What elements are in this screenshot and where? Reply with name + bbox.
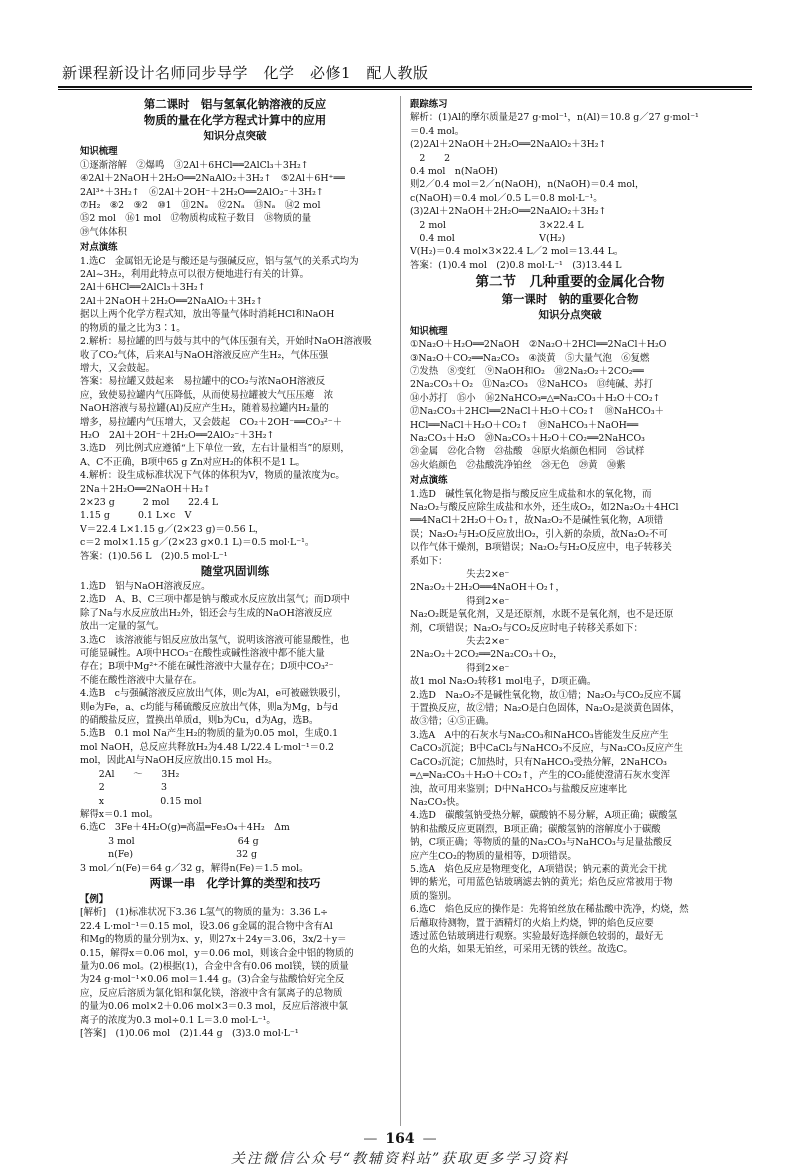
text-line: 钠，C项正确；等物质的量的Na₂CO₃与NaHCO₃与足量盐酸反 — [410, 837, 673, 849]
text-line: 3 mol／n(Fe)＝64 g／32 g，解得n(Fe)＝1.5 mol。 — [80, 862, 309, 874]
text-line: 4.选D 碳酸氢钠受热分解，碳酸钠不易分解，A项正确；碳酸氢 — [410, 810, 677, 822]
right-column — [410, 96, 730, 1126]
section-title: 第二课时 铝与氢氧化钠溶液的反应 — [143, 97, 327, 111]
text-line: ③Na₂O＋CO₂══Na₂CO₃ ④淡黄 ⑤大量气泡 ⑥复燃 — [410, 352, 650, 364]
block-label: 【例】 — [80, 893, 109, 905]
text-line: ⑲气体体积 — [80, 226, 127, 238]
text-line: c＝2 mol×1.15 g／(2×23 g×0.1 L)＝0.5 mol·L⁻¹。 — [80, 537, 315, 549]
text-line: (2)2Al＋2NaOH＋2H₂O══2NaAlO₂＋3H₂↑ — [410, 139, 607, 151]
subsection-title: 知识分点突破 — [203, 130, 267, 142]
block-label: 对点演练 — [410, 475, 448, 487]
text-line: 应，反应后溶质为氯化铝和氯化镁，溶液中含有氯离子的总物质 — [80, 987, 343, 999]
text-line: 收了CO₂气体，后来Al与NaOH溶液反应产生H₂，气体压强 — [80, 349, 329, 361]
chapter-title: 第二节 几种重要的金属化合物 — [475, 274, 665, 291]
text-line: 故③错；④⑤正确。 — [410, 716, 495, 728]
text-line: 5.选A 焰色反应是物理变化，A项错误；钠元素的黄光会干扰 — [410, 863, 667, 875]
text-line: HCl══NaCl＋H₂O＋CO₂↑ ⑲NaHCO₃＋NaOH══ — [410, 419, 639, 431]
text-line: 色的火焰，如果无铂丝，可采用无锈的铁丝。故选C。 — [410, 944, 633, 956]
text-line: 剂，C项错误；Na₂O₂与CO₂反应时电子转移关系如下： — [410, 622, 643, 634]
text-line: 钠和盐酸反应更剧烈，B项正确；碳酸氢钠的溶解度小于碳酸 — [410, 823, 661, 835]
text-line: 故1 mol Na₂O₂转移1 mol电子，D项正确。 — [410, 676, 597, 688]
text-line: 3 mol 64 g — [80, 835, 259, 847]
section-title: 物质的量在化学方程式计算中的应用 — [143, 113, 327, 127]
text-line: A、C不正确，B项中65 g Zn对应H₂的体积不是1 L。 — [80, 456, 306, 468]
text-line: 4.选B c与强碱溶液反应放出气体，则c为Al，e可被磁铁吸引， — [80, 688, 347, 700]
text-line: Na₂O₂既是氧化剂，又是还原剂，水既不是氧化剂，也不是还原 — [410, 609, 674, 621]
text-line: Na₂CO₃快。 — [410, 796, 465, 808]
text-line: 0.15，解得x＝0.06 mol，y＝0.06 mol，则该合金中铝的物质的 — [80, 947, 354, 959]
text-line: 1.选D 碱性氧化物是指与酸反应生成盐和水的氧化物，而 — [410, 488, 652, 500]
text-line: (3)2Al＋2NaOH＋2H₂O══2NaAlO₂＋3H₂↑ — [410, 206, 607, 218]
text-line: 2Al³⁺＋3H₂↑ ⑥2Al＋2OH⁻＋2H₂O══2AlO₂⁻＋3H₂↑ — [80, 186, 324, 198]
text-line: ⑦H₂ ⑧2 ⑨2 ⑩1 ⑪2Nₐ ⑫2Nₐ ⑬Nₐ ⑭2 mol — [80, 200, 321, 212]
text-line: 不能在酸性溶液中大量存在。 — [80, 674, 202, 686]
text-line: 2.解析：易拉罐的凹与鼓与其中的气体压强有关，开始时NaOH溶液吸 — [80, 336, 372, 348]
text-line: 22.4 L·mol⁻¹＝0.15 mol，设3.06 g金属的混合物中含有Al — [80, 920, 333, 932]
block-label: 对点演练 — [80, 242, 118, 254]
text-line: 则e为Fe，a、c均能与稀硫酸反应放出气体，则a为Mg，b与d — [80, 701, 338, 713]
text-line: 离子的浓度为0.3 mol÷0.1 L＝3.0 mol·L⁻¹。 — [80, 1014, 276, 1026]
text-line: ④2Al＋2NaOH＋2H₂O══2NaAlO₂＋3H₂↑ ⑤2Al＋6H⁺══ — [80, 173, 345, 185]
section-title: 随堂巩固训练 — [200, 564, 270, 578]
header-rule — [58, 86, 752, 88]
text-line: 可能显碱性。A项中HCO₃⁻在酸性或碱性溶液中都不能大量 — [80, 648, 325, 660]
text-line: ＝0.4 mol。 — [410, 125, 465, 137]
text-line: 失去2×e⁻ — [410, 636, 510, 648]
text-line: 2.选D Na₂O₂不是碱性氧化物，故①错；Na₂O₂与CO₂反应不属 — [410, 689, 682, 701]
text-line: 答案：(1)0.56 L (2)0.5 mol·L⁻¹ — [80, 550, 228, 562]
footer-note: 关注微信公众号“教辅资料站”获取更多学习资料 — [230, 1151, 570, 1167]
text-line: 0.4 mol V(H₂) — [410, 233, 566, 245]
text-line: Na₂O₂与酸反应除生成盐和水外，还生成O₂，如2Na₂O₂＋4HCl — [410, 501, 679, 513]
column-divider — [400, 96, 401, 1126]
text-line: 2Na＋2H₂O══2NaOH＋H₂↑ — [80, 483, 211, 495]
text-line: 于置换反应，故②错；Na₂O是白色固体，Na₂O₂是淡黄色固体， — [410, 703, 680, 715]
text-line: 得到2×e⁻ — [410, 595, 510, 607]
text-line: 3.选C 该溶液能与铝反应放出氢气，说明该溶液可能显酸性，也 — [80, 634, 350, 646]
text-line: CaCO₃沉淀；B中CaCl₂与NaHCO₃不反应，与Na₂CO₃反应产生 — [410, 743, 683, 755]
text-line: 2Na₂O₂＋2H₂O══4NaOH＋O₂↑， — [410, 582, 565, 594]
text-line: ㉖火焰颜色 ㉗盐酸洗净铂丝 ㉘无色 ㉙黄 ㉚紫 — [410, 459, 626, 471]
text-line: 浊，故可用来鉴别；D中NaHCO₃与盐酸反应速率比 — [410, 783, 627, 795]
text-line: 2Al~3H₂，利用此特点可以很方便地进行有关的计算。 — [80, 269, 309, 281]
text-line: 3.选A A中的石灰水与Na₂CO₃和NaHCO₃皆能发生反应产生 — [410, 729, 669, 741]
text-line: 透过蓝色钴玻璃进行观察。实验最好选择颜色较弱的，最好无 — [410, 930, 664, 942]
text-line: CaCO₃沉淀；C加热时，只有NaHCO₃受热分解，2NaHCO₃ — [410, 756, 667, 768]
text-line: 应，致使易拉罐内气压降低，从而使易拉罐被大气压压瘪 浓 — [80, 389, 334, 401]
text-line: 量为0.06 mol。(2)根据(1)，合金中含有0.06 mol镁，镁的质量 — [80, 960, 349, 972]
text-line: 的物质的量之比为3∶1。 — [80, 322, 186, 334]
text-line: 5.选B 0.1 mol Na产生H₂的物质的量为0.05 mol，生成0.1 — [80, 728, 339, 740]
text-line: ⑦发热 ⑧变红 ⑨NaOH和O₂ ⑩2Na₂O₂＋2CO₂══ — [410, 365, 644, 377]
text-line: 4.解析：设生成标准状况下气体的体积为V，物质的量浓度为c。 — [80, 470, 345, 482]
text-line: 1.15 g 0.1 L×c V — [80, 510, 192, 522]
text-line: c(NaOH)＝0.4 mol／0.5 L＝0.8 mol·L⁻¹。 — [410, 192, 603, 204]
text-line: 放出一定量的氢气。 — [80, 621, 165, 633]
text-line: 2×23 g 2 mol 22.4 L — [80, 496, 219, 508]
text-line: 系如下： — [410, 555, 448, 567]
text-line: V＝22.4 L×1.15 g／(2×23 g)＝0.56 L， — [80, 523, 265, 535]
text-line: 后蘸取待测物，置于酒精灯的火焰上灼烧，钾的焰色反应要 — [410, 917, 654, 929]
text-line: 2 3 — [80, 782, 167, 794]
text-line: x 0.15 mol — [80, 795, 202, 807]
block-label: 知识梳理 — [410, 325, 448, 337]
text-line: 误；Na₂O₂与H₂O反应放出O₂，引入新的杂质，故Na₂O₂不可 — [410, 528, 668, 540]
text-line: ①Na₂O＋H₂O══2NaOH ②Na₂O＋2HCl══2NaCl＋H₂O — [410, 339, 667, 351]
text-line: 质的鉴别。 — [410, 890, 457, 902]
text-line: ⑭小苏打 ⑮小 ⑯2NaHCO₃═△═Na₂CO₃＋H₂O＋CO₂↑ — [410, 392, 661, 404]
text-line: ㉑金属 ㉒化合物 ㉓盐酸 ㉔原火焰颜色相同 ㉕试样 — [410, 446, 645, 458]
text-line: 除了Na与水反应放出H₂外，铝还会与生成的NaOH溶液反应 — [80, 607, 333, 619]
text-line: 1.选C 金属铝无论是与酸还是与强碱反应，铝与氢气的关系式均为 — [80, 255, 359, 267]
section-title: 第一课时 钠的重要化合物 — [501, 292, 639, 307]
text-line: 为24 g·mol⁻¹×0.06 mol＝1.44 g。(3)合金与盐酸恰好完全反 — [80, 974, 345, 986]
text-line: 答案：易拉罐又鼓起来 易拉罐中的CO₂与浓NaOH溶液反 — [80, 376, 326, 388]
text-line: 应产生CO₂的物质的量相等，D项错误。 — [410, 850, 577, 862]
text-line: ①逐渐溶解 ②爆鸣 ③2Al＋6HCl══2AlCl₃＋3H₂↑ — [80, 159, 309, 171]
text-line: 得到2×e⁻ — [410, 662, 510, 674]
text-line: 存在；B项中Mg²⁺不能在碱性溶液中大量存在；D项中CO₃²⁻ — [80, 661, 334, 673]
text-line: 2Na₂CO₃＋O₂ ⑪Na₂CO₃ ⑫NaHCO₃ ⑬纯碱、苏打 — [410, 379, 653, 391]
section-title: 两课一串 化学计算的类型和技巧 — [149, 875, 321, 890]
text-line: 增多，易拉罐内气压增大，又会鼓起 CO₂＋2OH⁻══CO₃²⁻＋ — [80, 416, 343, 428]
running-header: 新课程新设计名师同步导学 化学 必修1 配人教版 — [62, 64, 429, 82]
text-line: 2Na₂O₂＋2CO₂══2Na₂CO₃＋O₂， — [410, 649, 563, 661]
text-line: NaOH溶液与易拉罐(Al)反应产生H₂，随着易拉罐内H₂量的 — [80, 403, 329, 415]
text-line: H₂O 2Al＋2OH⁻＋2H₂O══2AlO₂⁻＋3H₂↑ — [80, 429, 275, 441]
text-line: ══4NaCl＋2H₂O＋O₂↑，故Na₂O₂不是碱性氧化物，A项错 — [410, 515, 664, 527]
text-line: ═△═Na₂CO₃＋H₂O＋CO₂↑，产生的CO₂能使澄清石灰水变浑 — [410, 770, 671, 782]
text-line: mol NaOH，总反应共释放H₂为4.48 L/22.4 L·mol⁻¹＝0.2 — [80, 741, 334, 753]
text-line: n(Fe) 32 g — [80, 849, 258, 861]
text-line: Na₂CO₃＋H₂O ⑳Na₂CO₃＋H₂O＋CO₂══2NaHCO₃ — [410, 432, 645, 444]
text-line: 1.选D 铝与NaOH溶液反应。 — [80, 581, 211, 592]
page-number: — 164 — — [0, 1131, 800, 1147]
text-line: V(H₂)＝0.4 mol×3×22.4 L／2 mol＝13.44 L。 — [410, 246, 624, 258]
text-line: 则2／0.4 mol＝2／n(NaOH)，n(NaOH)＝0.4 mol， — [410, 179, 645, 191]
header-rule-thin — [58, 89, 752, 90]
text-line: 2.选D A、B、C三项中都是钠与酸或水反应放出氢气；而D项中 — [80, 594, 350, 606]
text-line: 增大，又会鼓起。 — [80, 362, 156, 374]
text-line: 解得x＝0.1 mol。 — [80, 808, 159, 820]
text-line: 2 2 — [410, 152, 451, 164]
text-line: 答案：(1)0.4 mol (2)0.8 mol·L⁻¹ (3)13.44 L — [410, 259, 622, 271]
text-line: 6.选C 3Fe＋4H₂O(g)═高温═Fe₃O₄＋4H₂ Δm — [80, 822, 290, 834]
text-line: 2Al＋6HCl══2AlCl₃＋3H₂↑ — [80, 282, 206, 294]
text-line: 的硝酸盐反应，置换出单质d，则b为Cu，d为Ag，选B。 — [80, 715, 319, 727]
text-line: 据以上两个化学方程式知，放出等量气体时消耗HCl和NaOH — [80, 309, 335, 321]
left-column — [80, 96, 390, 1126]
text-line: mol，因此Al与NaOH反应放出0.15 mol H₂。 — [80, 755, 278, 767]
text-line: 解析：(1)Al的摩尔质量是27 g·mol⁻¹，n(Al)＝10.8 g／27 g·mol⁻¹ — [410, 112, 699, 124]
text-line: 的量为0.06 mol×2＋0.06 mol×3＝0.3 mol，反应后溶液中氯 — [80, 1001, 348, 1013]
block-label: 跟踪练习 — [410, 99, 448, 110]
text-line: [解析] (1)标准状况下3.36 L氢气的物质的量为：3.36 L÷ — [80, 907, 328, 919]
text-line: ⑰Na₂CO₃＋2HCl══2NaCl＋H₂O＋CO₂↑ ⑱NaHCO₃＋ — [410, 406, 664, 418]
text-line: 0.4 mol n(NaOH) — [410, 166, 498, 178]
subsection-title: 知识分点突破 — [538, 309, 602, 322]
text-line: 以作气体干燥剂，B项错误；Na₂O₂与H₂O反应中，电子转移关 — [410, 542, 672, 554]
text-line: 2Al ～ 3H₂ — [80, 768, 180, 780]
text-line: 失去2×e⁻ — [410, 569, 510, 580]
text-line: 3.选D 列比例式应遵循“上下单位一致，左右计量相当”的原则， — [80, 443, 350, 455]
text-line: 和Mg的物质的量分别为x、y，则27x＋24y＝3.06，3x/2＋y＝ — [80, 934, 347, 946]
text-line: 6.选C 焰色反应的操作是：先将铂丝放在稀盐酸中洗净，灼烧，然 — [410, 904, 689, 916]
text-line: 钾的紫光，可用蓝色钴玻璃滤去钠的黄光；焰色反应常被用于物 — [410, 877, 673, 889]
text-line: [答案] (1)0.06 mol (2)1.44 g (3)3.0 mol·L⁻¹ — [80, 1028, 299, 1039]
block-label: 知识梳理 — [80, 146, 118, 158]
text-line: 2Al＋2NaOH＋2H₂O══2NaAlO₂＋3H₂↑ — [80, 295, 264, 307]
text-line: 2 mol 3×22.4 L — [410, 219, 584, 231]
text-line: ⑮2 mol ⑯1 mol ⑰物质构成粒子数目 ⑱物质的量 — [80, 213, 312, 225]
